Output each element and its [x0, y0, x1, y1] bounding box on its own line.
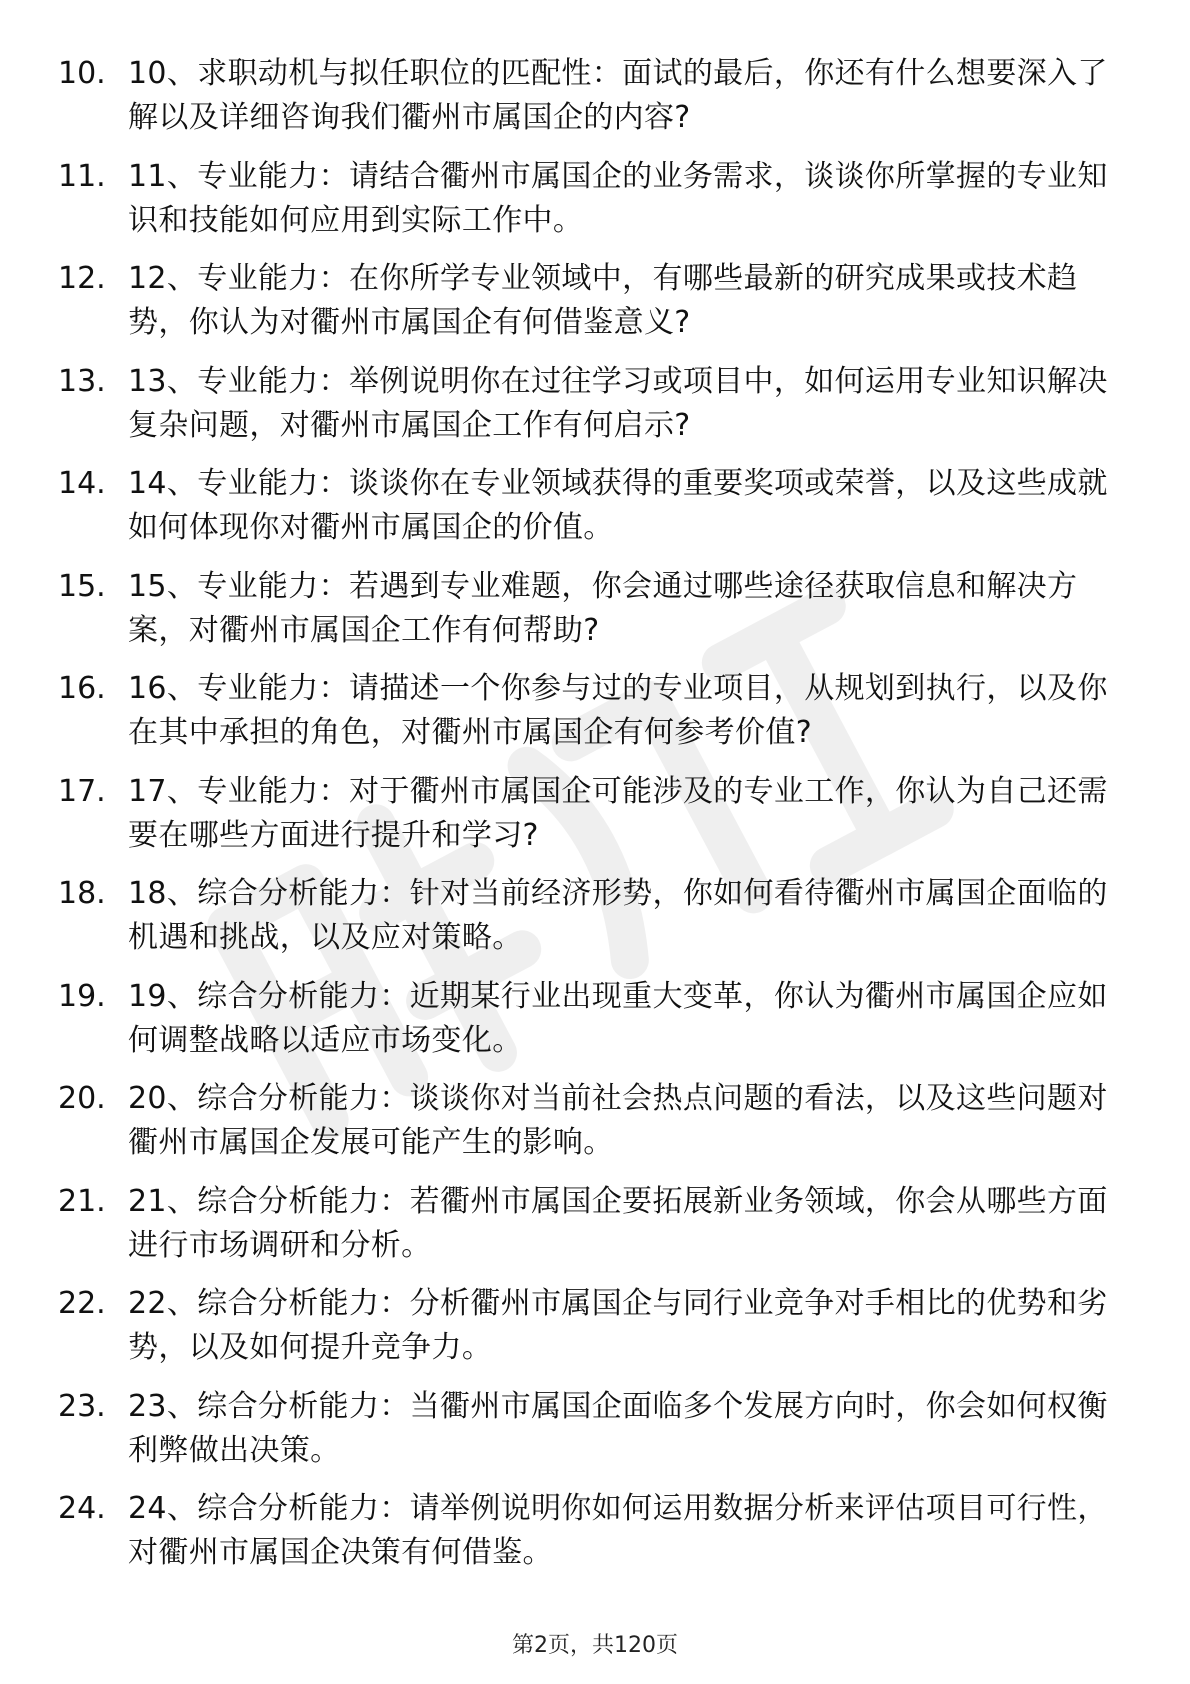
- question-item: [58, 667, 1138, 755]
- question-text: 24、综合分析能力：请举例说明你如何运用数据分析来评估项目可行性，对衢州市属国企决策有何借鉴。: [128, 1491, 1108, 1570]
- question-item: [58, 360, 1138, 448]
- question-item: [58, 975, 1138, 1063]
- question-text: 15、专业能力：若遇到专业难题，你会通过哪些途径获取信息和解决方案，对衢州市属国企工作有何帮助?: [128, 568, 1078, 648]
- question-text: 13、专业能力：举例说明你在过往学习或项目中，如何运用专业知识解决复杂问题，对衢州市属国企工作有何启示?: [128, 363, 1108, 443]
- question-number: 20.: [58, 1081, 106, 1116]
- question-text: 14、专业能力：谈谈你在专业领域获得的重要奖项或荣誉，以及这些成就如何体现你对衢州市属国企的价值。: [128, 466, 1108, 545]
- question-item: [58, 1077, 1138, 1165]
- question-text: 22、综合分析能力：分析衢州市属国企与同行业竞争对手相比的优势和劣势，以及如何提升竞争力。: [128, 1286, 1108, 1365]
- question-number: 16.: [58, 671, 106, 706]
- question-number: 18.: [58, 876, 106, 911]
- question-number: 19.: [58, 978, 106, 1014]
- question-text: 23、综合分析能力：当衢州市属国企面临多个发展方向时，你会如何权衡利弊做出决策。: [128, 1388, 1108, 1468]
- question-number: 12.: [58, 261, 106, 296]
- question-text: 12、专业能力：在你所学专业领域中，有哪些最新的研究成果或技术趋势，你认为对衢州市属国企有何借鉴意义?: [128, 261, 1078, 340]
- question-text: 18、综合分析能力：针对当前经济形势，你如何看待衢州市属国企面临的机遇和挑战，以及应对策略。: [128, 876, 1108, 955]
- question-item: [58, 257, 1138, 345]
- question-item: [58, 770, 1138, 858]
- question-item: [58, 1385, 1138, 1473]
- question-number: 11.: [58, 158, 106, 194]
- question-item: [58, 872, 1138, 960]
- question-list: [58, 52, 1138, 1590]
- question-text: 16、专业能力：请描述一个你参与过的专业项目，从规划到执行，以及你在其中承担的角色，对衢州市属国企有何参考价值?: [128, 671, 1108, 750]
- question-number: 10.: [58, 56, 106, 91]
- question-number: 15.: [58, 568, 106, 604]
- question-number: 14.: [58, 466, 106, 501]
- question-item: [58, 1282, 1138, 1370]
- page-indicator: 第2页，共120页: [512, 1633, 678, 1658]
- question-number: 21.: [58, 1183, 106, 1219]
- question-text: 17、专业能力：对于衢州市属国企可能涉及的专业工作，你认为自己还需要在哪些方面进行提升和学习?: [128, 773, 1108, 853]
- question-item: [58, 1180, 1138, 1268]
- question-number: 22.: [58, 1286, 106, 1321]
- question-item: [58, 462, 1138, 550]
- page-footer: [0, 1628, 1190, 1659]
- question-item: [58, 155, 1138, 243]
- question-number: 17.: [58, 773, 106, 809]
- question-item: [58, 565, 1138, 653]
- question-text: 20、综合分析能力：谈谈你对当前社会热点问题的看法，以及这些问题对衢州市属国企发展可能产生的影响。: [128, 1081, 1108, 1160]
- question-text: 10、求职动机与拟任职位的匹配性：面试的最后，你还有什么想要深入了解以及详细咨询我们衢州市属国企的内容?: [128, 56, 1108, 135]
- question-text: 19、综合分析能力：近期某行业出现重大变革，你认为衢州市属国企应如何调整战略以适应市场变化。: [128, 978, 1108, 1058]
- question-item: [58, 1487, 1138, 1575]
- question-item: [58, 52, 1138, 140]
- question-text: 11、专业能力：请结合衢州市属国企的业务需求，谈谈你所掌握的专业知识和技能如何应用到实际工作中。: [128, 158, 1108, 238]
- question-number: 24.: [58, 1491, 106, 1526]
- question-number: 23.: [58, 1388, 106, 1424]
- question-text: 21、综合分析能力：若衢州市属国企要拓展新业务领域，你会从哪些方面进行市场调研和分析。: [128, 1183, 1108, 1263]
- question-number: 13.: [58, 363, 106, 399]
